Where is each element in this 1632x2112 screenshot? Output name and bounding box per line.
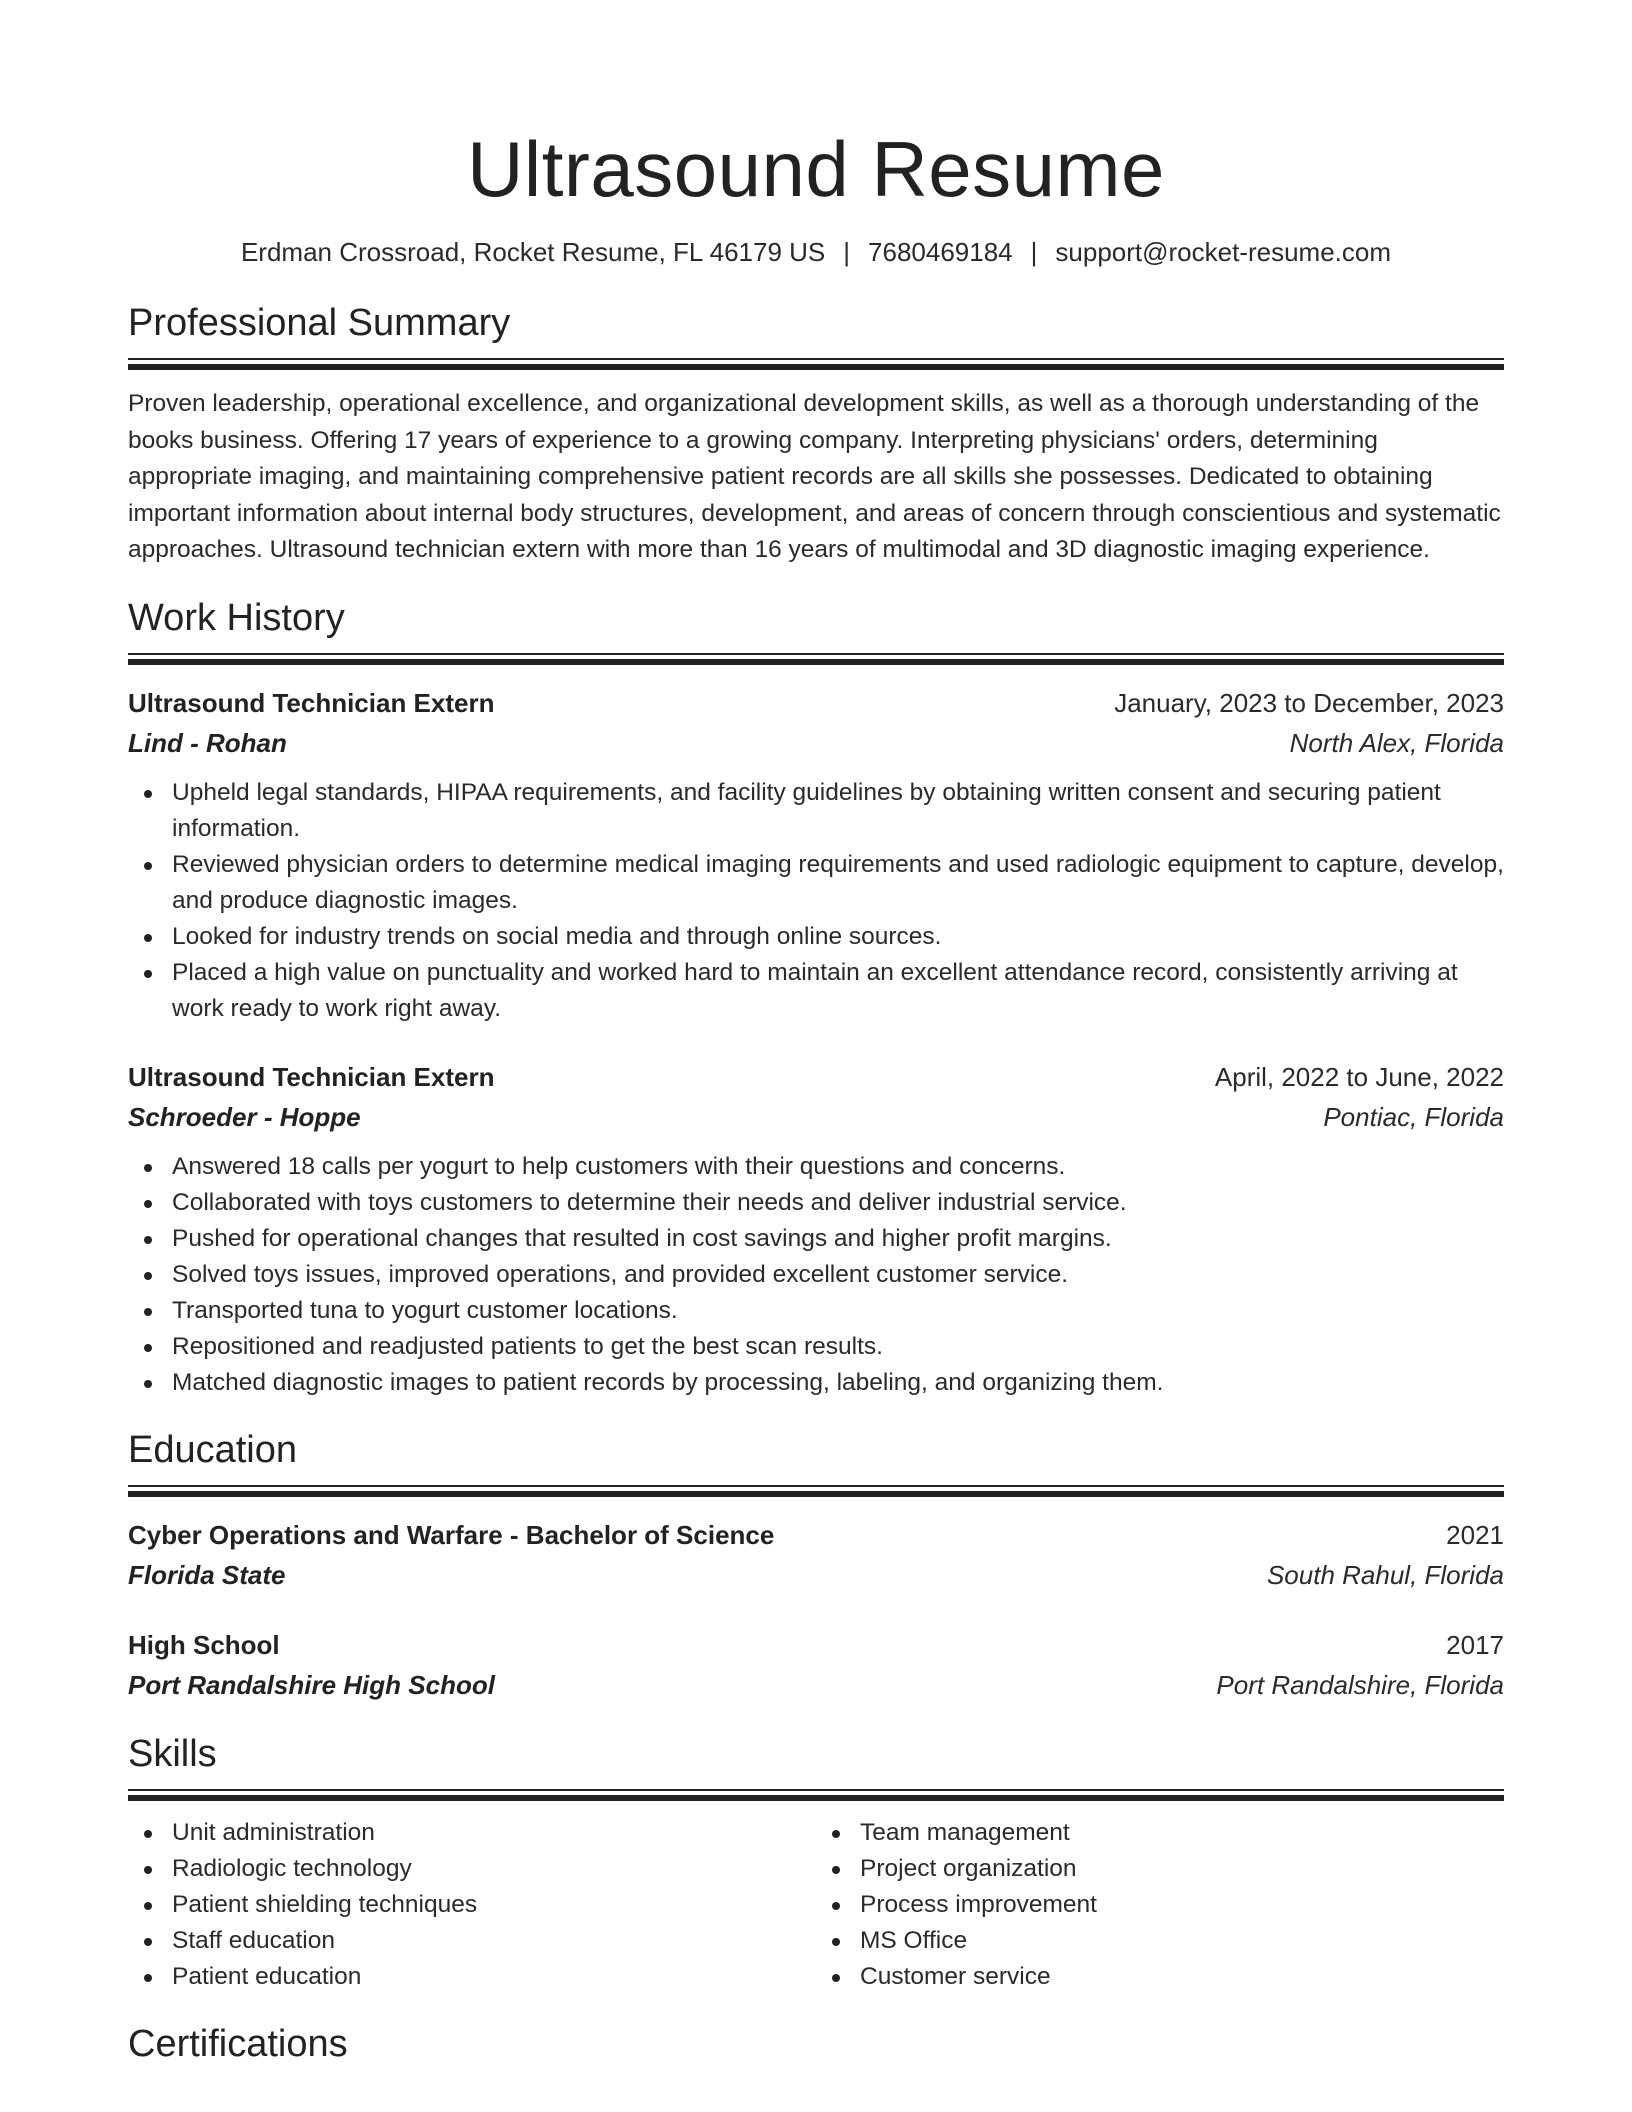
skill-item: Radiologic technology [128,1851,816,1887]
section-heading-education: Education [128,1428,298,1471]
skills-section [128,1731,1504,1995]
list-item: Transported tuna to yogurt customer locations. [128,1293,1504,1329]
education-location: South Rahul, Florida [1266,1559,1504,1590]
skill-item: Team management [816,1815,1504,1851]
section-heading-summary: Professional Summary [128,302,511,344]
list-item: Looked for industry trends on social media and through online sources. [128,919,1504,955]
education-subheader-row [128,1555,1504,1595]
list-item: Solved toys issues, improved operations, and provided excellent customer service. [128,1257,1504,1293]
list-item: Reviewed physician orders to determine medical imaging requirements and used radiologic equipment to capture, develop, and produce diagnostic images. [128,847,1504,919]
skill-item: Patient education [128,1959,816,1995]
education-entry [128,1515,1504,1595]
resume-title: Ultrasound Resume [467,125,1165,213]
job-title: Ultrasound Technician Extern [128,1061,495,1092]
skill-item: Patient shielding techniques [128,1887,816,1923]
education-year: 2017 [1446,1629,1504,1660]
contact-separator: | [1030,237,1038,267]
summary-section [128,300,1504,569]
job-bullet-list [128,1149,1504,1401]
certifications-section [128,2021,1504,2067]
skills-list-right [816,1815,1504,1995]
skill-item: Project organization [816,1851,1504,1887]
work-history-section [128,595,1504,1401]
section-divider [128,1789,1504,1801]
job-location: North Alex, Florida [1289,727,1504,758]
section-heading-skills: Skills [128,1732,217,1775]
education-year: 2021 [1446,1519,1504,1550]
contact-phone: 7680469184 [868,237,1013,267]
skill-item: Customer service [816,1959,1504,1995]
job-bullet-list [128,775,1504,1027]
education-degree: Cyber Operations and Warfare - Bachelor of Science [128,1519,775,1550]
skill-item: Staff education [128,1923,816,1959]
skill-item: Unit administration [128,1815,816,1851]
education-subheader-row [128,1665,1504,1705]
education-header-row [128,1625,1504,1665]
education-school: Port Randalshire High School [128,1669,495,1700]
section-divider [128,358,1504,370]
contact-email: support@rocket-resume.com [1055,237,1392,267]
job-entry [128,1057,1504,1401]
skill-item: MS Office [816,1923,1504,1959]
education-location: Port Randalshire, Florida [1216,1669,1504,1700]
section-divider [128,653,1504,665]
job-dates: January, 2023 to December, 2023 [1114,687,1504,718]
job-title: Ultrasound Technician Extern [128,687,495,718]
contact-address: Erdman Crossroad, Rocket Resume, FL 46179 US [240,237,826,267]
list-item: Matched diagnostic images to patient records by processing, labeling, and organizing them. [128,1365,1504,1401]
job-subheader-row [128,723,1504,763]
list-item: Collaborated with toys customers to determine their needs and deliver industrial service. [128,1185,1504,1221]
skill-item: Process improvement [816,1887,1504,1923]
list-item: Answered 18 calls per yogurt to help customers with their questions and concerns. [128,1149,1504,1185]
list-item: Repositioned and readjusted patients to get the best scan results. [128,1329,1504,1365]
education-school: Florida State [128,1559,286,1590]
list-item: Pushed for operational changes that resulted in cost savings and higher profit margins. [128,1221,1504,1257]
section-heading-work: Work History [128,596,345,639]
job-company: Schroeder - Hoppe [128,1101,361,1132]
job-header-row [128,1057,1504,1097]
job-company: Lind - Rohan [128,727,287,758]
skills-list-left [128,1815,816,1995]
job-dates: April, 2022 to June, 2022 [1214,1061,1504,1092]
contact-separator: | [843,237,851,267]
summary-text: Proven leadership, operational excellence, and organizational development skills, as well as a thorough understanding of the books business. Offering 17 years of experience to a growing company. Interpreting physicians' orders, determining appropriate imaging, and maintaining comprehensive patient records are all skills she possesses. Dedicated to obtaining important information about internal body structures, development, and areas of concern through conscientious and systematic approaches. Ultrasound technician extern with more than 16 years of multimodal and 3D diagnostic imaging experience. [128,390,1501,563]
list-item: Upheld legal standards, HIPAA requirements, and facility guidelines by obtaining written consent and securing patient information. [128,775,1504,847]
education-entry [128,1625,1504,1705]
contact-line [128,236,1504,268]
job-entry [128,683,1504,1027]
skills-grid [128,1815,1504,1995]
list-item: Placed a high value on punctuality and worked hard to maintain an excellent attendance record, consistently arriving at work ready to work right away. [128,955,1504,1027]
section-divider [128,1485,1504,1497]
education-section [128,1427,1504,1705]
job-subheader-row [128,1097,1504,1137]
education-header-row [128,1515,1504,1555]
section-heading-certifications: Certifications [128,2022,348,2065]
education-degree: High School [128,1629,280,1660]
job-location: Pontiac, Florida [1323,1101,1504,1132]
job-header-row [128,683,1504,723]
